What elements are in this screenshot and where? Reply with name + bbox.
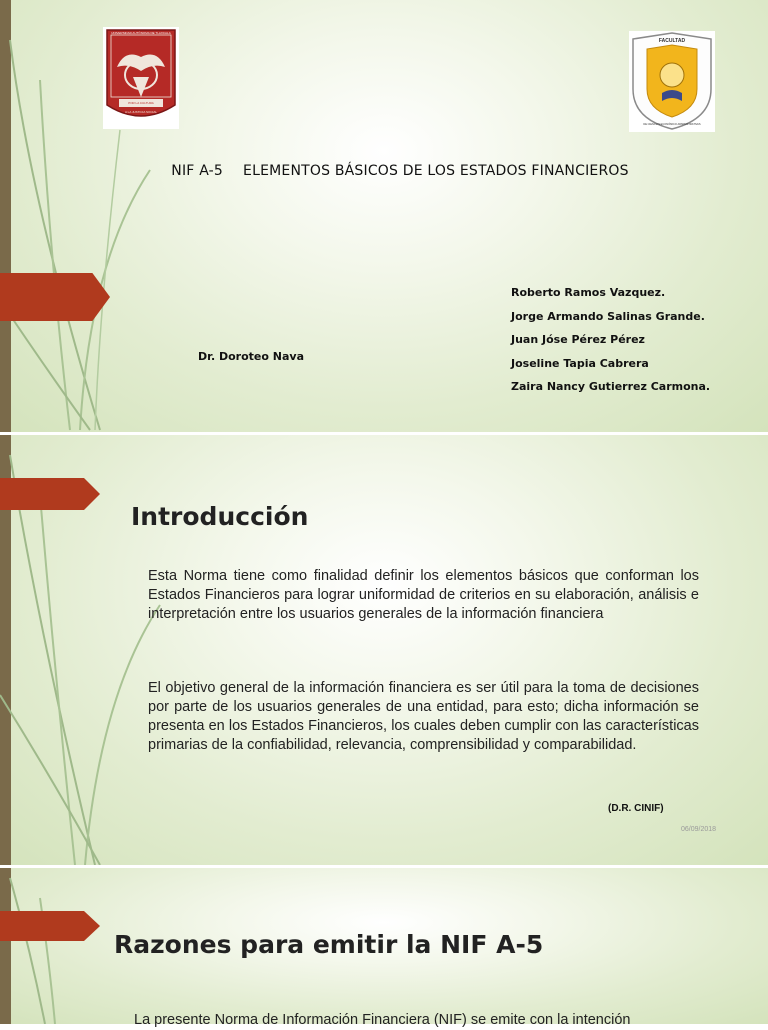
slide-title (0, 0, 768, 432)
title-text: ELEMENTOS BÁSICOS DE LOS ESTADOS FINANCIEROS (243, 163, 629, 179)
authors-list (511, 286, 710, 404)
slide-introduction (0, 435, 768, 865)
author-item: Joseline Tapia Cabrera (511, 356, 649, 370)
faculty-logo-ring-top: FACULTAD (658, 38, 686, 44)
slide-edge-bar (0, 868, 11, 1024)
citation: (D.R. CINIF) (608, 803, 664, 814)
faculty-logo (629, 31, 715, 132)
slide-heading-introduccion: Introducción (131, 502, 309, 531)
author-item: Juan Jóse Pérez Pérez (511, 333, 645, 346)
university-shield-icon (103, 27, 179, 129)
university-logo-motto-2: A LA JUSTICIA SOCIAL (124, 110, 158, 114)
university-logo-top-text: UNIVERSIDAD AUTÓNOMA DE TLAXCALA (111, 31, 171, 35)
author-item: Roberto Ramos Vazquez. (511, 286, 666, 299)
author-item: Zaira Nancy Gutierrez Carmona. (511, 380, 711, 393)
faculty-logo-ring-side: DE CIENCIAS ECONÓMICO ADMINISTRATIVAS (643, 123, 701, 126)
intro-paragraph-1: Esta Norma tiene como finalidad definir los elementos básicos que conforman los Estados Financieros para lograr uniformidad de criterios en su elaboración, análisis e interpretación entre los usuarios generales de la información financiera (148, 568, 699, 622)
university-logo (103, 27, 179, 129)
slide-edge-bar (0, 0, 11, 432)
accent-tab (0, 478, 100, 510)
faculty-shield-icon (629, 31, 715, 132)
intro-paragraph-2: El objetivo general de la información financiera es ser útil para la toma de decisiones por parte de los usuarios generales de una entidad, para esto; dicha información se presenta en los Estados Financieros, los cuales deben cumplir con las características primarias de la confiabilidad, relevancia, comprensibilidad y comparabilidad. (148, 680, 699, 753)
title-code: NIF A-5 (171, 163, 224, 179)
university-logo-motto-1: POR LA CULTURA (128, 101, 154, 105)
teacher-name: Dr. Doroteo Nava (198, 350, 304, 363)
razones-paragraph-1: La presente Norma de Información Financiera (NIF) se emite con la intención (134, 1012, 631, 1028)
accent-tab (0, 911, 100, 941)
author-item: Jorge Armando Salinas Grande. (511, 309, 705, 323)
presentation-title (0, 163, 768, 179)
slide-date: 06/09/2018 (681, 826, 717, 833)
accent-tab (0, 273, 110, 321)
slide-heading-razones: Razones para emitir la NIF A-5 (114, 930, 544, 959)
